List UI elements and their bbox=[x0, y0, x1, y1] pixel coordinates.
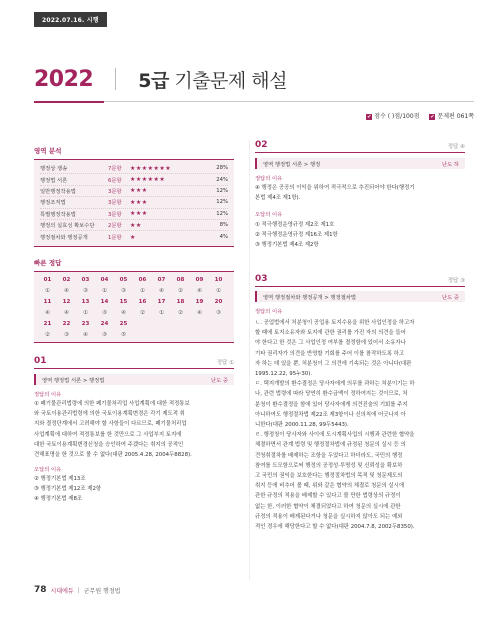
quick-answer-row bbox=[38, 329, 230, 340]
count-label-text: 문제편 061쪽 bbox=[437, 113, 474, 120]
quick-number: 14 bbox=[100, 298, 109, 305]
quick-answer: ① bbox=[140, 287, 145, 294]
text-line: ㄷ. 택지개발의 환수결정은 당사자에게 의무를 과하는 처분이기는 하 bbox=[255, 381, 415, 388]
analysis-count: 6문항 bbox=[108, 177, 122, 184]
analysis-name: 특별행정작용법 bbox=[40, 211, 76, 218]
quick-number: 23 bbox=[81, 320, 90, 327]
page-footer bbox=[34, 585, 120, 595]
text-line: ② 적극행정운영규정 제16조 제1항 bbox=[255, 232, 338, 239]
quick-answers-label: 빠른 정답 bbox=[34, 259, 62, 267]
quick-number-row bbox=[38, 318, 230, 329]
quick-number: 16 bbox=[138, 298, 147, 305]
question-02-wrong-list bbox=[255, 220, 465, 251]
question-number: 01 bbox=[34, 356, 47, 366]
analysis-name: 행정의 실효성 확보수단 bbox=[40, 223, 95, 230]
score-label-text: 점수 ( bbox=[374, 113, 391, 120]
why-label: 정답의 이유 bbox=[255, 176, 283, 182]
question-answer: 정답 ④ bbox=[447, 144, 465, 150]
quick-number: 09 bbox=[195, 276, 204, 283]
analysis-row bbox=[40, 186, 228, 197]
quick-number-row bbox=[38, 296, 230, 307]
text-line: 나, 관련 법령에 따라 당연히 환수금액이 정하여지는 것이므로, 처 bbox=[255, 391, 408, 398]
quick-number: 01 bbox=[43, 276, 52, 283]
question-02-explanation bbox=[255, 183, 465, 203]
text-line: 견청취절차를 배제하는 조항을 두었다고 하더라도, 국민의 행정 bbox=[255, 452, 403, 459]
text-line: ② 행정기본법 제13조 bbox=[34, 476, 86, 482]
question-01-wrong-list bbox=[34, 474, 234, 505]
quick-number: 22 bbox=[62, 320, 71, 327]
quick-answer: ③ bbox=[102, 309, 107, 316]
quick-answer: ④ bbox=[159, 287, 164, 294]
analysis-name: 행정조직법 bbox=[40, 200, 66, 207]
quick-number: 25 bbox=[119, 320, 128, 327]
column-divider bbox=[249, 140, 250, 580]
analysis-stars: ★★★ bbox=[130, 210, 148, 218]
question-03-header bbox=[255, 274, 465, 287]
quick-answer: ② bbox=[45, 331, 50, 338]
question-answer: 정답 ① bbox=[216, 360, 234, 366]
topic-text: 영역 행정법 서론 > 행정법 bbox=[42, 377, 105, 384]
quick-answer: ② bbox=[178, 287, 183, 294]
analysis-count: 3문항 bbox=[108, 211, 122, 218]
count-label bbox=[429, 111, 474, 120]
text-line: 사업계획에 대하여 적정통보를 한 것만으로 그 사업부지 토지에 bbox=[34, 431, 182, 438]
question-02-header bbox=[255, 140, 465, 153]
analysis-count: 1문항 bbox=[108, 235, 122, 242]
quick-number: 18 bbox=[176, 298, 185, 305]
quick-number: 04 bbox=[100, 276, 109, 283]
quick-answer: ④ bbox=[64, 309, 69, 316]
analysis-row bbox=[40, 231, 228, 242]
analysis-name: 행정상 쟁송 bbox=[40, 166, 68, 173]
quick-answer: ③ bbox=[121, 287, 126, 294]
quick-answer-row bbox=[38, 307, 230, 318]
question-number: 02 bbox=[255, 140, 268, 150]
text-line: 대한 국토이용계획변경신청을 승인하여 주겠다는 취지의 공적인 bbox=[34, 441, 184, 448]
analysis-table bbox=[34, 159, 234, 247]
score-label bbox=[366, 111, 419, 120]
quick-answer: ① bbox=[216, 287, 221, 294]
why-label: 정답의 이유 bbox=[255, 309, 283, 315]
wrong-label: 오답의 이유 bbox=[34, 467, 62, 473]
analysis-row bbox=[40, 197, 228, 208]
text-line: 체결하면서 관계 법령 및 행정절차법에 규정된 청문의 실시 등 의 bbox=[255, 442, 406, 449]
analysis-stars: ★★★ bbox=[130, 198, 148, 206]
quick-number: 08 bbox=[176, 276, 185, 283]
text-line: 취지 등에 비추어 볼 때, 위와 같은 협약의 체결로 청문의 실시에 bbox=[255, 483, 405, 490]
analysis-stars: ★★★★★★ bbox=[130, 176, 166, 184]
question-02-topic bbox=[255, 158, 465, 169]
topic-text: 영역 행정절차와 행정공개 > 행정절차법 bbox=[263, 294, 357, 301]
quick-number: 06 bbox=[138, 276, 147, 283]
title-accent-bar bbox=[34, 101, 104, 103]
text-line: 아니하여도 행정절차법 제22조 제3항이나 신의칙에 어긋나지 아 bbox=[255, 411, 406, 418]
analysis-stars: ★★★ bbox=[130, 187, 148, 195]
level-text: 난도 중 bbox=[210, 377, 228, 384]
text-line: 고 국민의 권익을 보호한다는 행정절차법의 목적 및 청문제도의 bbox=[255, 473, 403, 480]
question-01-explanation bbox=[34, 399, 234, 460]
quick-answer: ① bbox=[45, 287, 50, 294]
text-line: 1995.12.22, 95누30). bbox=[255, 371, 313, 378]
quick-answer: ④ bbox=[197, 287, 202, 294]
quick-number: 20 bbox=[214, 298, 223, 305]
level-text: 난도 하 bbox=[441, 161, 459, 168]
quick-answer: ④ bbox=[64, 287, 69, 294]
question-number: 03 bbox=[255, 274, 268, 284]
analysis-percent: 8% bbox=[219, 222, 228, 229]
check-icon: ✔ bbox=[430, 114, 435, 120]
quick-number: 21 bbox=[43, 320, 52, 327]
quick-number: 15 bbox=[119, 298, 128, 305]
analysis-row bbox=[40, 174, 228, 185]
text-line: 없는 한, 이러한 협약이 체결되었다고 하여 청문의 실시에 관한 bbox=[255, 503, 401, 510]
quick-answer: ② bbox=[178, 309, 183, 316]
quick-number: 24 bbox=[100, 320, 109, 327]
analysis-percent: 12% bbox=[216, 199, 228, 206]
question-01-topic bbox=[34, 374, 234, 385]
quick-number: 02 bbox=[62, 276, 71, 283]
text-line: ① 폐기물관리법령에 의한 폐기물처리업 사업계획에 대한 적정통보 bbox=[34, 401, 190, 407]
quick-answer: ④ bbox=[83, 331, 88, 338]
page-title bbox=[34, 64, 474, 94]
quick-answers-grid bbox=[34, 271, 234, 343]
text-line: 야 한다고 한 것은 그 사업인정 여부를 결정함에 있어서 소유자나 bbox=[255, 340, 406, 347]
quick-number: 13 bbox=[81, 298, 90, 305]
analysis-stars: ★ bbox=[130, 233, 136, 241]
quick-answer: ③ bbox=[216, 309, 221, 316]
analysis-stars: ★★ bbox=[130, 221, 142, 229]
text-line: 관한 규정의 적용을 배제할 수 있다고 볼 만한 법령상의 규정이 bbox=[255, 493, 401, 500]
text-line: 적인 경우에 해당한다고 할 수 없다(대판 2004.7.8, 2002두8350). bbox=[255, 524, 415, 531]
quick-answer: ③ bbox=[102, 331, 107, 338]
text-line: ㄴ. 공업법에서 처분청이 공업용 토지수용을 위한 사업인정을 하고자 bbox=[255, 320, 415, 326]
date-tag: 2022.07.16. 시행 bbox=[34, 12, 107, 27]
check-icon: ✔ bbox=[367, 114, 372, 120]
text-line: 할 때에 토지소유자와 토지에 관한 권리를 가진 자의 의견을 들어 bbox=[255, 330, 406, 337]
analysis-count: 2문항 bbox=[108, 223, 122, 230]
analysis-label: 영역 분석 bbox=[34, 147, 62, 155]
text-line: 니한다(대판 2000.11.28, 99두5443). bbox=[255, 422, 349, 429]
score-total: )점/100점 bbox=[390, 113, 420, 120]
analysis-section bbox=[34, 146, 234, 247]
topic-text: 영역 행정법 서론 > 행정 bbox=[263, 161, 321, 168]
quick-answer: ① bbox=[102, 287, 107, 294]
analysis-name: 행정법 서론 bbox=[40, 177, 68, 184]
quick-number-row bbox=[38, 274, 230, 285]
text-line: 참여를 도모함으로써 행정의 공정성·투명성 및 신뢰성을 확보하 bbox=[255, 462, 403, 469]
text-line: 본법 제4조 제1항). bbox=[255, 195, 301, 202]
page-number: 78 bbox=[34, 585, 47, 595]
analysis-percent: 28% bbox=[216, 165, 228, 172]
quick-answer: ④ bbox=[121, 309, 126, 316]
text-line: 규정의 적용이 배제된다거나 청문을 실시하지 않아도 되는 예외 bbox=[255, 513, 403, 520]
analysis-percent: 12% bbox=[216, 210, 228, 217]
title-bold: 5급 bbox=[138, 69, 169, 92]
quick-answer: ③ bbox=[83, 287, 88, 294]
quick-number: 11 bbox=[43, 298, 52, 305]
footer-separator: | bbox=[77, 586, 80, 594]
quick-number: 12 bbox=[62, 298, 71, 305]
quick-answer: ③ bbox=[64, 331, 69, 338]
analysis-percent: 4% bbox=[219, 234, 228, 241]
title-text bbox=[138, 66, 287, 93]
quick-number: 07 bbox=[157, 276, 166, 283]
title-year: 2022 bbox=[34, 66, 94, 92]
text-line: 견해표명을 한 것으로 볼 수 없다(대판 2005.4.28, 2004두8828). bbox=[34, 452, 192, 459]
text-line: ④ 행정은 공공의 이익을 위하여 적극적으로 추진되어야 한다(행정기 bbox=[255, 185, 415, 191]
text-line: 자 하는 데 있을 뿐, 처분청이 그 의견에 기속되는 것은 아니다(대판 bbox=[255, 360, 412, 367]
analysis-count: 7문항 bbox=[108, 166, 122, 173]
quick-answer: ④ bbox=[197, 309, 202, 316]
analysis-row bbox=[40, 220, 228, 231]
quick-answer: ① bbox=[159, 309, 164, 316]
quick-number: 10 bbox=[214, 276, 223, 283]
book-title: 군무원 행정법 bbox=[83, 587, 121, 595]
wrong-label: 오답의 이유 bbox=[255, 212, 283, 218]
title-rest: 기출문제 해설 bbox=[168, 69, 288, 92]
quick-number: 03 bbox=[81, 276, 90, 283]
text-line: ① 적극행정운영규정 제2조 제1호 bbox=[255, 222, 335, 228]
text-line: ④ 행정기본법 제8조 bbox=[34, 496, 83, 503]
analysis-stars: ★★★★★★★ bbox=[130, 164, 172, 172]
analysis-row bbox=[40, 163, 228, 174]
text-line: ③ 행정기본법 제12조 제2항 bbox=[34, 486, 102, 493]
analysis-name: 행정절차와 행정공개 bbox=[40, 235, 88, 242]
quick-answer: ⑤ bbox=[121, 331, 126, 338]
analysis-count: 3문항 bbox=[108, 200, 122, 207]
text-line: 지와 결정단계에서 고려해야 할 사항들이 다르므로, 폐기물처리업 bbox=[34, 421, 187, 428]
why-label: 정답의 이유 bbox=[34, 392, 62, 398]
quick-answer: ② bbox=[140, 309, 145, 316]
text-line: 와 국토이용관리법령에 의한 국토이용계획변경은 각기 제도적 취 bbox=[34, 411, 185, 418]
quick-answer: ① bbox=[83, 309, 88, 316]
level-text: 난도 중 bbox=[441, 294, 459, 301]
title-divider bbox=[115, 68, 116, 90]
text-line: ③ 행정기본법 제4조 제2항 bbox=[255, 242, 319, 249]
publisher-name: 시대에듀 bbox=[50, 587, 74, 595]
analysis-percent: 24% bbox=[216, 176, 228, 183]
quick-answers-section bbox=[34, 258, 234, 343]
quick-answer-row bbox=[38, 285, 230, 296]
question-answer: 정답 ③ bbox=[447, 278, 465, 284]
quick-answer: ④ bbox=[45, 309, 50, 316]
analysis-row bbox=[40, 209, 228, 220]
text-line: 분청이 환수결정을 함에 있어 당사자에게 의견진술의 기회를 주지 bbox=[255, 401, 408, 408]
question-01-header bbox=[34, 356, 234, 369]
question-03-explanation bbox=[255, 318, 465, 532]
quick-number: 05 bbox=[119, 276, 128, 283]
quick-number: 17 bbox=[157, 298, 166, 305]
text-line: ㄹ. 행정청이 당사자와 사이에 도시계획사업의 시행과 관련한 협약을 bbox=[255, 432, 415, 439]
analysis-percent: 12% bbox=[216, 187, 228, 194]
question-03-topic bbox=[255, 291, 465, 302]
text-line: 기타 권리자가 의견을 반영할 기회를 주어 이를 참작하도록 하고 bbox=[255, 350, 405, 357]
quick-number: 19 bbox=[195, 298, 204, 305]
analysis-name: 일반행정작용법 bbox=[40, 188, 76, 195]
score-row bbox=[366, 111, 474, 120]
analysis-count: 3문항 bbox=[108, 188, 122, 195]
